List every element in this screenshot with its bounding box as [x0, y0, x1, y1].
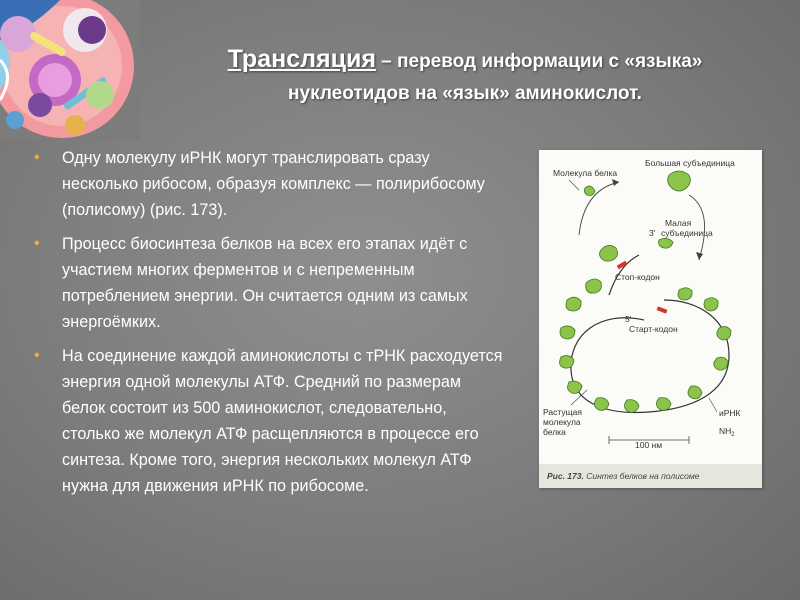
- label-growing-3: белка: [543, 427, 566, 437]
- ribosome: [568, 381, 583, 393]
- bullet-text: Одну молекулу иРНК могут транслировать сразу несколько рибосом, образуя комплекс — полирибосому (полисому) (рис. 173).: [62, 149, 485, 219]
- bullet-item: [34, 231, 504, 335]
- cell-illustration: [0, 0, 140, 140]
- label-start-codon: Старт-кодон: [629, 324, 678, 334]
- mrna-strand: [571, 300, 729, 413]
- ribosome: [704, 298, 718, 311]
- slide-title: [140, 40, 790, 108]
- ribosome: [566, 297, 581, 311]
- large-subunit-shape: [668, 171, 691, 191]
- released-protein-shape: [584, 186, 595, 195]
- ribosome: [714, 357, 728, 370]
- bullet-text: На соединение каждой аминокислоты с тРНК расходуется энергия одной молекулы АТФ. Средний по размерам белок состоит из 500 аминокислот, следовательно, столько же молекул АТФ расщепляются в процессе его синтеза. Кроме того, энергия нескольких молекул АТФ нужна для движения иРНК по рибосоме.: [62, 347, 503, 495]
- label-mrna: иРНК: [719, 408, 741, 418]
- label-protein-molecule: Молекула белка: [553, 168, 618, 178]
- label-large-subunit: Большая субъединица: [645, 158, 735, 168]
- arrowhead-right: [696, 252, 703, 260]
- label-five-prime: 5': [625, 314, 632, 324]
- bullet-list: [34, 145, 504, 507]
- bullet-marker: •: [34, 235, 40, 252]
- figure-caption: [547, 471, 700, 481]
- polysome-figure: [539, 150, 762, 488]
- label-small-subunit-1: Малая: [665, 218, 692, 228]
- ribosome: [560, 326, 575, 339]
- label-three-prime: 3': [649, 228, 656, 238]
- ribosome: [595, 398, 610, 411]
- label-nh2: [719, 426, 735, 438]
- bullet-item: [34, 343, 504, 499]
- caption-bold: Рис. 173.: [547, 471, 584, 481]
- title-rest-line1: перевод информации с «языка»: [397, 51, 703, 72]
- nh2-subscript: 2: [731, 432, 735, 438]
- small-subunit-shape: [659, 238, 673, 248]
- bullet-marker: •: [34, 149, 40, 166]
- title-main: Трансляция: [227, 45, 376, 73]
- stop-codon-mark: [617, 261, 628, 269]
- bullet-item: [34, 145, 504, 223]
- start-codon-mark: [657, 306, 668, 313]
- label-growing-1: Растущая: [543, 407, 582, 417]
- ribosome: [717, 327, 731, 340]
- ribosome: [678, 288, 692, 300]
- caption-text: Синтез белков на полисоме: [583, 471, 700, 481]
- ribosome: [688, 386, 702, 399]
- label-growing-2: молекула: [543, 417, 581, 427]
- ribosome: [560, 356, 574, 369]
- leader-mrna: [709, 398, 717, 412]
- title-rest-line2: нуклеотидов на «язык» аминокислот.: [288, 82, 642, 104]
- label-scale: 100 нм: [635, 440, 663, 450]
- label-stop-codon: Стоп-кодон: [615, 272, 660, 282]
- bullet-marker: •: [34, 347, 40, 364]
- ribosome: [625, 400, 640, 413]
- title-dash: –: [375, 51, 398, 72]
- ribosome: [600, 245, 618, 261]
- ribosome: [657, 398, 672, 411]
- arrowhead-left: [612, 179, 619, 186]
- ribosome: [586, 279, 602, 293]
- bullet-text: Процесс биосинтеза белков на всех его этапах идёт с участием многих ферментов и с непременным потреблением энергии. Он считается одним из самых энергоёмких.: [62, 235, 468, 331]
- label-small-subunit-2: субъединица: [661, 228, 713, 238]
- leader-protein: [569, 180, 579, 190]
- nh2-text: NH: [719, 426, 732, 436]
- polysome-diagram: [539, 150, 762, 488]
